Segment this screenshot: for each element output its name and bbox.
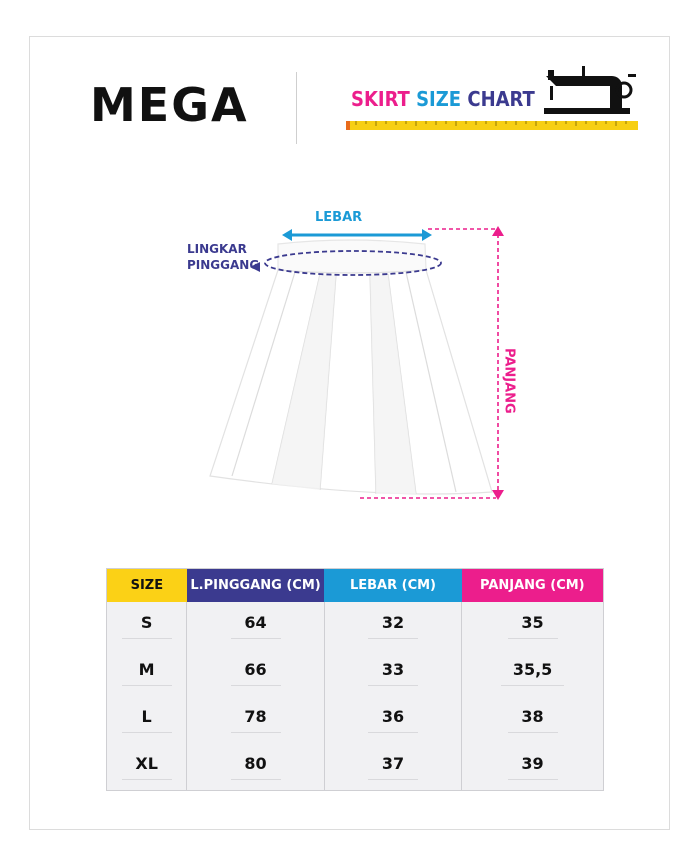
cell-value: 32 bbox=[368, 613, 418, 639]
title-word-skirt: SKIRT bbox=[351, 87, 410, 111]
cell-panjang bbox=[462, 602, 604, 649]
cell-size bbox=[107, 743, 187, 791]
cell-value: 35 bbox=[508, 613, 558, 639]
cell-pinggang bbox=[187, 602, 325, 649]
label-lingkar-line1: LINGKAR bbox=[187, 242, 247, 256]
cell-size bbox=[107, 696, 187, 743]
cell-value: XL bbox=[122, 754, 172, 780]
cell-value: 78 bbox=[231, 707, 281, 733]
table-row bbox=[107, 743, 604, 791]
cell-value: L bbox=[122, 707, 172, 733]
header-lebar: LEBAR (CM) bbox=[324, 569, 461, 603]
cell-pinggang bbox=[187, 743, 325, 791]
cell-value: 80 bbox=[231, 754, 281, 780]
cell-value: 35,5 bbox=[501, 660, 564, 686]
cell-value: 33 bbox=[368, 660, 418, 686]
cell-value: 38 bbox=[508, 707, 558, 733]
label-lingkar-line2: PINGGANG bbox=[187, 258, 260, 273]
cell-pinggang bbox=[187, 696, 325, 743]
cell-pinggang bbox=[187, 649, 325, 696]
brand-logo: MEGA bbox=[90, 78, 249, 132]
header-lingkar-pinggang: L.PINGGANG (CM) bbox=[187, 569, 325, 603]
cell-value: S bbox=[122, 613, 172, 639]
cell-panjang bbox=[462, 696, 604, 743]
title-word-chart: CHART bbox=[467, 87, 535, 111]
cell-lebar bbox=[324, 602, 461, 649]
cell-lebar bbox=[324, 696, 461, 743]
table-header-row bbox=[107, 569, 604, 603]
cell-size bbox=[107, 649, 187, 696]
cell-value: 64 bbox=[231, 613, 281, 639]
cell-value: 66 bbox=[231, 660, 281, 686]
cell-value: 39 bbox=[508, 754, 558, 780]
chart-title bbox=[351, 89, 535, 109]
header-panjang: PANJANG (CM) bbox=[462, 569, 604, 603]
sewing-machine-icon bbox=[542, 64, 638, 122]
table-row bbox=[107, 649, 604, 696]
label-panjang: PANJANG bbox=[501, 348, 517, 414]
cell-size bbox=[107, 602, 187, 649]
cell-panjang bbox=[462, 743, 604, 791]
cell-lebar bbox=[324, 743, 461, 791]
table-row bbox=[107, 602, 604, 649]
cell-lebar bbox=[324, 649, 461, 696]
title-word-size: SIZE bbox=[416, 87, 462, 111]
cell-value: 37 bbox=[368, 754, 418, 780]
header-divider bbox=[296, 72, 297, 144]
size-table bbox=[106, 568, 604, 791]
label-lingkar-pinggang bbox=[187, 241, 259, 273]
table-row bbox=[107, 696, 604, 743]
cell-value: 36 bbox=[368, 707, 418, 733]
cell-value: M bbox=[122, 660, 172, 686]
cell-panjang bbox=[462, 649, 604, 696]
header-size: SIZE bbox=[107, 569, 187, 603]
label-lebar: LEBAR bbox=[315, 210, 363, 225]
